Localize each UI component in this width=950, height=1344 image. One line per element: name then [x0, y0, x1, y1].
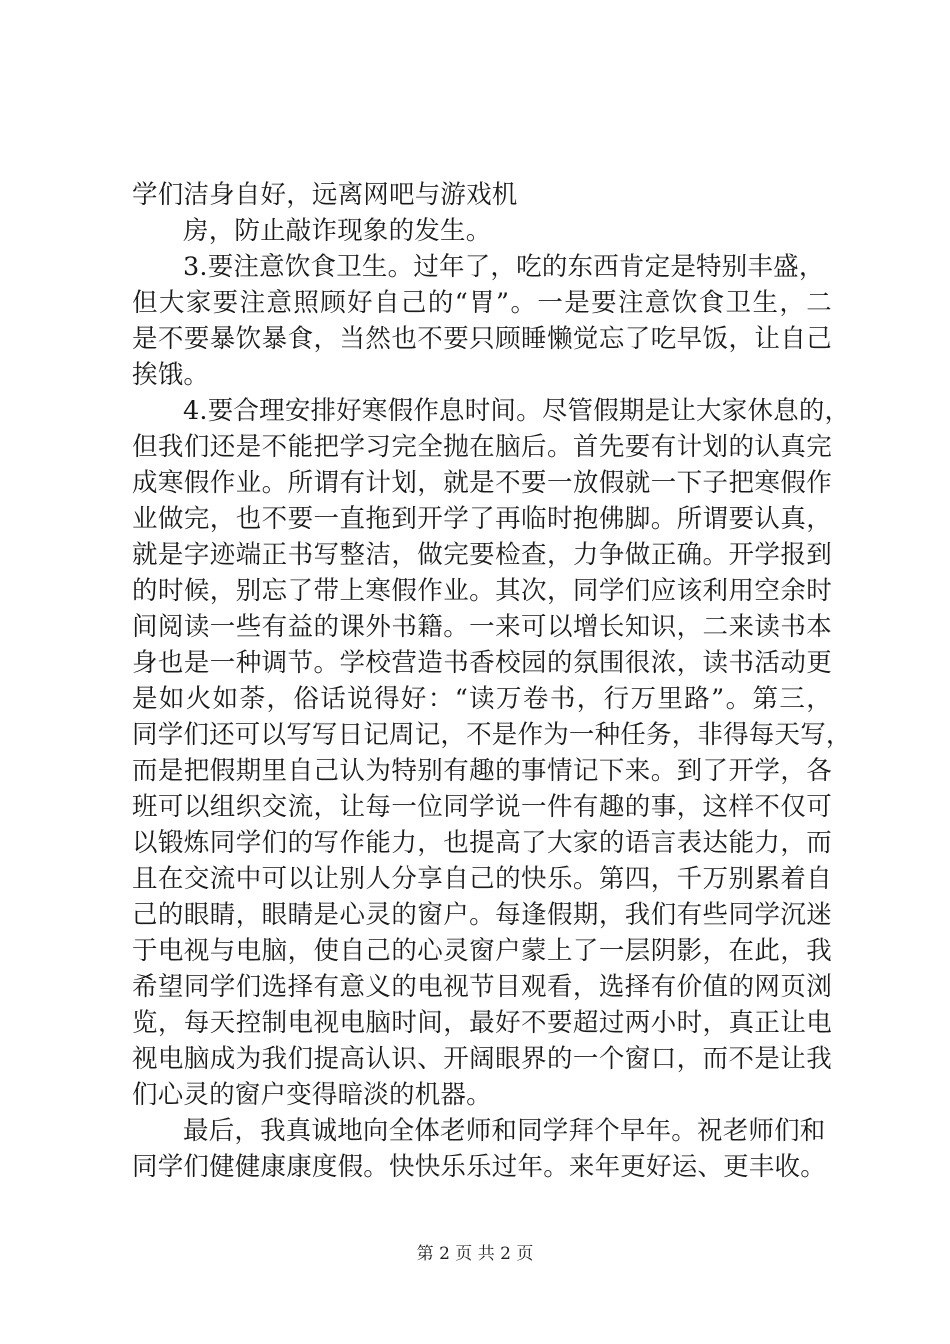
- text-line: 业做完，也不要一直拖到开学了再临时抱佛脚。所谓要认真，: [132, 504, 832, 534]
- text-line: 的时候，别忘了带上寒假作业。其次，同学们应该利用空余时: [132, 576, 832, 606]
- paragraph-start-line: 3.要注意饮食卫生。过年了，吃的东西肯定是特别丰盛，: [183, 252, 825, 282]
- text-line: 们心灵的窗户变得暗淡的机器。: [132, 1080, 492, 1110]
- text-line: 班可以组织交流，让每一位同学说一件有趣的事，这样不仅可: [132, 792, 832, 822]
- text-line: 且在交流中可以让别人分享自己的快乐。第四，千万别累着自: [132, 864, 832, 894]
- text-line: 而是把假期里自己认为特别有趣的事情记下来。到了开学，各: [132, 756, 832, 786]
- text-line: 学们洁身自好，远离网吧与游戏机: [132, 180, 518, 210]
- text-line: 视电脑成为我们提高认识、开阔眼界的一个窗口，而不是让我: [132, 1044, 832, 1074]
- text-line: 身也是一种调节。学校营造书香校园的氛围很浓，读书活动更: [132, 648, 832, 678]
- page-number-footer: 第 2 页 共 2 页: [416, 1244, 534, 1264]
- text-line: 于电视与电脑，使自己的心灵窗户蒙上了一层阴影，在此，我: [132, 936, 832, 966]
- text-line: 览，每天控制电视电脑时间，最好不要超过两小时，真正让电: [132, 1008, 832, 1038]
- text-line: 但我们还是不能把学习完全抛在脑后。首先要有计划的认真完: [132, 432, 832, 462]
- text-line: 成寒假作业。所谓有计划，就是不要一放假就一下子把寒假作: [132, 468, 832, 498]
- paragraph-start-line: 4.要合理安排好寒假作息时间。尽管假期是让大家休息的，: [183, 396, 851, 426]
- text-line: 是不要暴饮暴食，当然也不要只顾睡懒觉忘了吃早饭，让自己: [132, 324, 832, 354]
- text-line: 同学们健健康康度假。快快乐乐过年。来年更好运、更丰收。: [132, 1152, 826, 1182]
- text-line: 间阅读一些有益的课外书籍。一来可以增长知识，二来读书本: [132, 612, 832, 642]
- text-line: 就是字迹端正书写整洁，做完要检查，力争做正确。开学报到: [132, 540, 832, 570]
- text-line: 以锻炼同学们的写作能力，也提高了大家的语言表达能力，而: [132, 828, 832, 858]
- text-line: 房，防止敲诈现象的发生。: [183, 216, 492, 246]
- paragraph-start-line: 最后，我真诚地向全体老师和同学拜个早年。祝老师们和: [183, 1116, 826, 1146]
- text-line: 己的眼睛，眼睛是心灵的窗户。每逢假期，我们有些同学沉迷: [132, 900, 832, 930]
- text-line: 但大家要注意照顾好自己的“胃”。一是要注意饮食卫生，二: [132, 288, 832, 318]
- text-line: 希望同学们选择有意义的电视节目观看，选择有价值的网页浏: [132, 972, 832, 1002]
- text-line: 同学们还可以写写日记周记，不是作为一种任务，非得每天写，: [132, 720, 852, 750]
- text-line: 挨饿。: [132, 360, 210, 390]
- text-line: 是如火如荼，俗话说得好：“读万卷书，行万里路”。第三，: [132, 684, 832, 714]
